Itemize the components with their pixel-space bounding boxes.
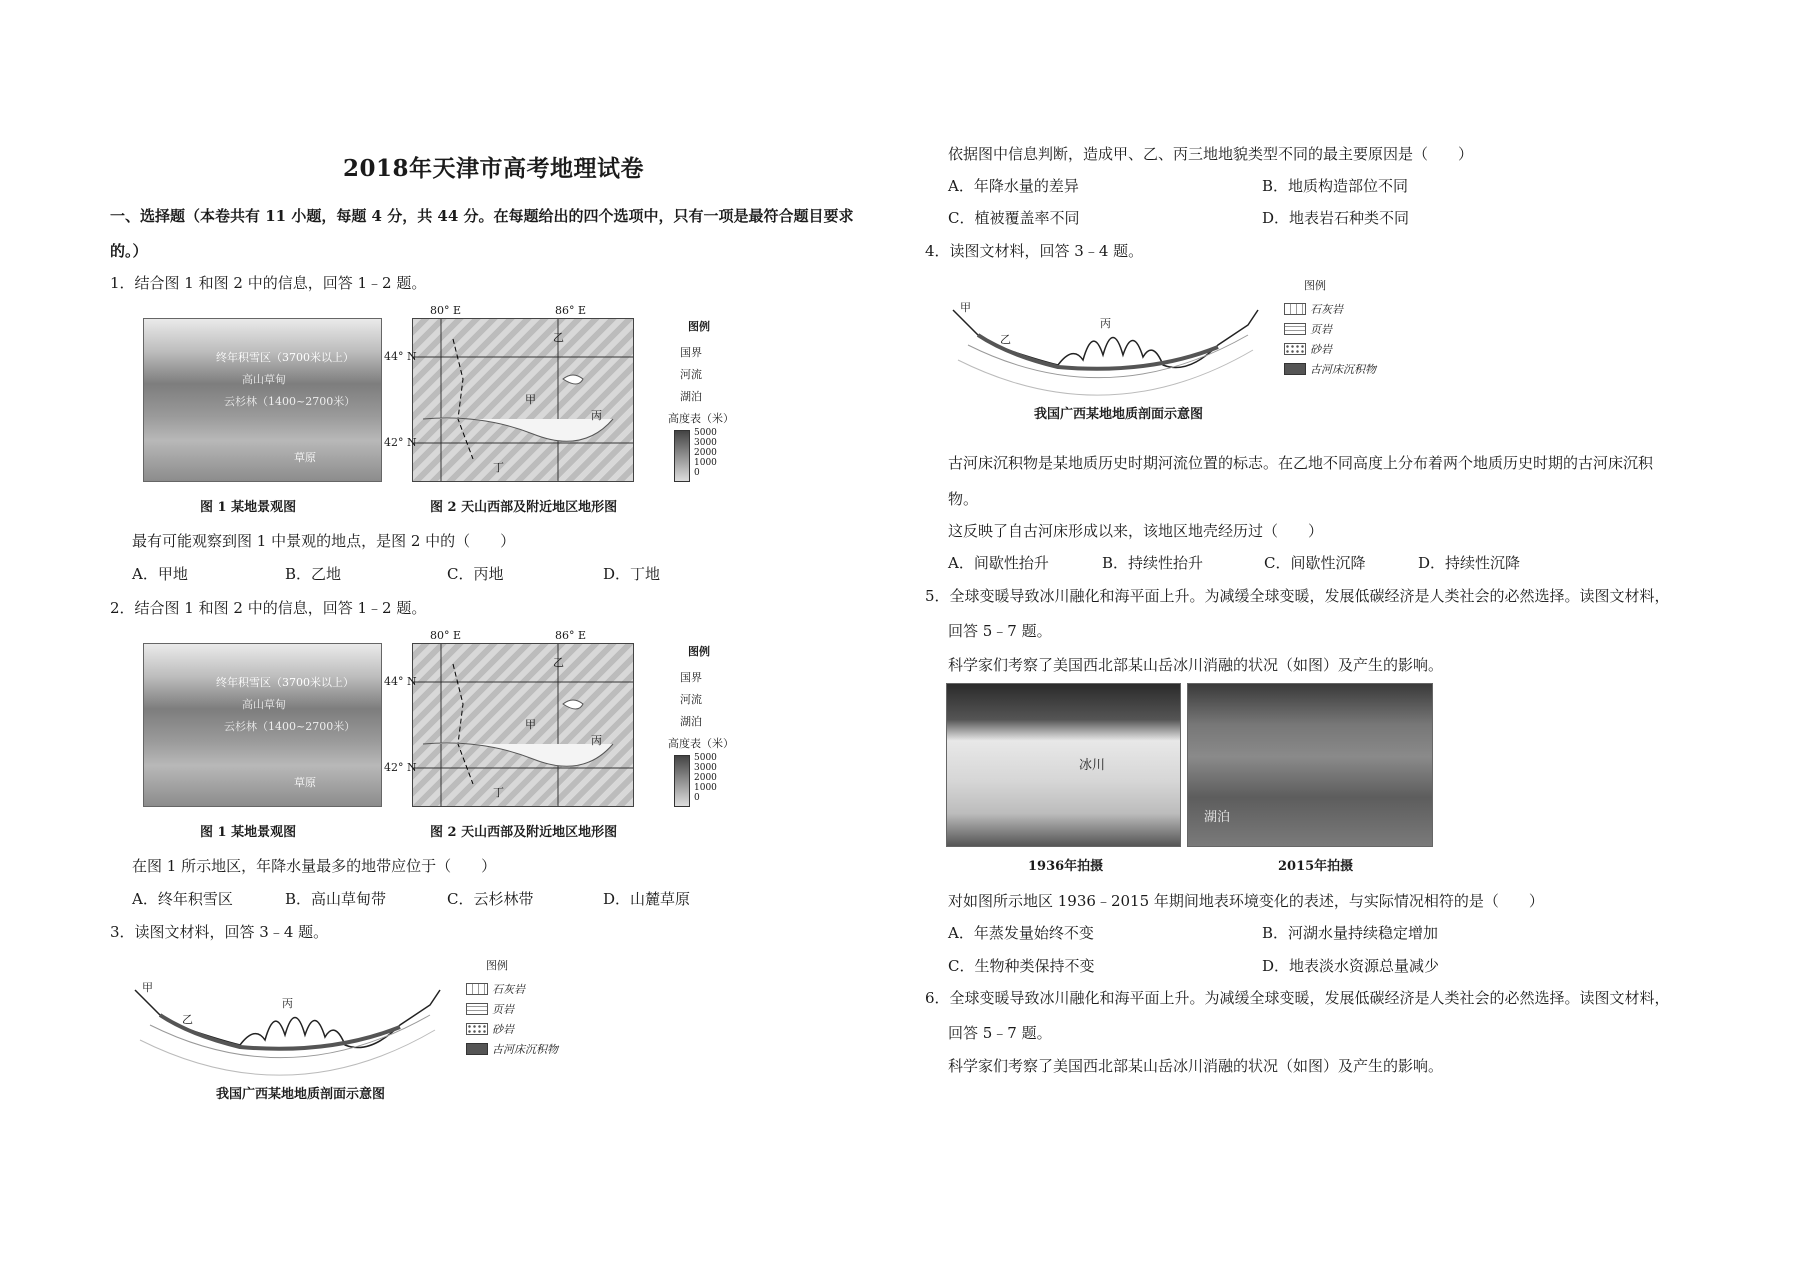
place-bing: 丙 bbox=[591, 734, 602, 747]
place-yi: 乙 bbox=[553, 331, 564, 344]
q4-option-d: D．持续性沉降 bbox=[1418, 554, 1521, 572]
photo-label: 草原 bbox=[294, 451, 316, 464]
height-tick: 1000 bbox=[694, 783, 717, 793]
figure-caption: 1936年拍摄 bbox=[1028, 859, 1104, 874]
figure-caption: 图 2 天山西部及附近地区地形图 bbox=[430, 500, 618, 515]
q5-para: 科学家们考察了美国西北部某山岳冰川消融的状况（如图）及产生的影响。 bbox=[948, 656, 1444, 674]
q2-option-d: D．山麓草原 bbox=[603, 890, 691, 908]
q5-option-d: D．地表淡水资源总量减少 bbox=[1262, 957, 1440, 975]
legend-item: 湖泊 bbox=[680, 390, 702, 403]
section-heading-cont: 的。） bbox=[110, 242, 148, 260]
lat-label: 44° N bbox=[384, 675, 417, 688]
place-ding: 丁 bbox=[493, 786, 504, 799]
q5-option-c: C．生物种类保持不变 bbox=[948, 957, 1095, 975]
q1-option-c: C．丙地 bbox=[447, 565, 504, 583]
q4-stem: 4．读图文材料，回答 3﹣4 题。 bbox=[925, 242, 1144, 260]
sediment-swatch bbox=[1284, 363, 1306, 375]
landscape-photo bbox=[143, 318, 382, 482]
q4-option-c: C．间歇性沉降 bbox=[1264, 554, 1366, 572]
photo-label: 云杉林（1400~2700米） bbox=[224, 720, 356, 733]
glacier-photo-1936 bbox=[946, 683, 1181, 847]
limestone-swatch bbox=[466, 983, 488, 995]
figure-caption: 图 2 天山西部及附近地区地形图 bbox=[430, 825, 618, 840]
height-tick: 5000 bbox=[694, 753, 717, 763]
q1-question: 最有可能观察到图 1 中景观的地点，是图 2 中的（ ） bbox=[132, 532, 516, 550]
legend-item: 河流 bbox=[680, 368, 702, 381]
section-heading: 一、选择题（本卷共有 11 小题，每题 4 分，共 44 分。在每题给出的四个选项中，只有一项是最符合题目要求 bbox=[110, 207, 854, 225]
q5-question: 对如图所示地区 1936﹣2015 年期间地表环境变化的表述，与实际情况相符的是（ ） bbox=[948, 892, 1544, 910]
height-tick: 5000 bbox=[694, 428, 717, 438]
q3-option-a: A．年降水量的差异 bbox=[948, 177, 1079, 195]
legend-title: 图例 bbox=[1304, 279, 1326, 292]
limestone-swatch bbox=[1284, 303, 1306, 315]
figure-caption: 我国广西某地地质剖面示意图 bbox=[1034, 407, 1204, 422]
place-yi: 乙 bbox=[182, 1013, 193, 1026]
legend-item: 石灰岩 bbox=[1310, 303, 1343, 316]
glacier-photo-2015 bbox=[1187, 683, 1433, 847]
q2-option-a: A．终年积雪区 bbox=[132, 890, 233, 908]
height-tick: 0 bbox=[694, 468, 700, 478]
lon-label: 86° E bbox=[555, 304, 587, 317]
legend-item: 页岩 bbox=[492, 1003, 514, 1016]
q3-stem: 3．读图文材料，回答 3﹣4 题。 bbox=[110, 923, 329, 941]
legend-item: 古河床沉积物 bbox=[492, 1043, 558, 1056]
legend-item: 高度表（米） bbox=[668, 412, 734, 425]
shale-swatch bbox=[1284, 323, 1306, 335]
legend-item: 国界 bbox=[680, 346, 702, 359]
height-tick: 2000 bbox=[694, 773, 717, 783]
place-yi: 乙 bbox=[1000, 333, 1011, 346]
legend-item: 高度表（米） bbox=[668, 737, 734, 750]
photo-label: 终年积雪区（3700米以上） bbox=[216, 351, 354, 364]
sediment-swatch bbox=[466, 1043, 488, 1055]
legend-title: 图例 bbox=[486, 959, 508, 972]
legend-item: 湖泊 bbox=[680, 715, 702, 728]
q4-option-a: A．间歇性抬升 bbox=[948, 554, 1049, 572]
height-tick: 0 bbox=[694, 793, 700, 803]
legend-title: 图例 bbox=[688, 645, 710, 658]
height-scale bbox=[674, 430, 690, 482]
q5-stem: 5．全球变暖导致冰川融化和海平面上升。为减缓全球变暖，发展低碳经济是人类社会的必然选择。读图文材料， bbox=[925, 587, 1670, 605]
terrain-map-lines bbox=[413, 644, 633, 806]
figure-guangxi-2 bbox=[948, 275, 1428, 425]
legend-item: 石灰岩 bbox=[492, 983, 525, 996]
place-jia: 甲 bbox=[525, 718, 536, 731]
place-jia: 甲 bbox=[525, 393, 536, 406]
lon-label: 80° E bbox=[430, 629, 462, 642]
q2-option-b: B．高山草甸带 bbox=[285, 890, 387, 908]
legend-item: 砂岩 bbox=[1310, 343, 1332, 356]
height-tick: 1000 bbox=[694, 458, 717, 468]
legend-item: 砂岩 bbox=[492, 1023, 514, 1036]
q1-stem: 1．结合图 1 和图 2 中的信息，回答 1﹣2 题。 bbox=[110, 274, 427, 292]
lake-label: 湖泊 bbox=[1204, 810, 1231, 825]
q6-stem: 6．全球变暖导致冰川融化和海平面上升。为减缓全球变暖，发展低碳经济是人类社会的必然选择。读图文材料， bbox=[925, 989, 1670, 1007]
q2-question: 在图 1 所示地区，年降水量最多的地带应位于（ ） bbox=[132, 857, 497, 875]
terrain-map-lines bbox=[413, 319, 633, 481]
place-yi: 乙 bbox=[553, 656, 564, 669]
lat-label: 42° N bbox=[384, 761, 417, 774]
q6-stem-cont: 回答 5﹣7 题。 bbox=[948, 1024, 1052, 1042]
q1-option-d: D．丁地 bbox=[603, 565, 661, 583]
height-tick: 3000 bbox=[694, 438, 717, 448]
place-bing: 丙 bbox=[282, 997, 293, 1010]
sandstone-swatch bbox=[1284, 343, 1306, 355]
place-bing: 丙 bbox=[1100, 317, 1111, 330]
photo-label: 草原 bbox=[294, 776, 316, 789]
lat-label: 44° N bbox=[384, 350, 417, 363]
figure-caption: 图 1 某地景观图 bbox=[200, 825, 297, 840]
q4-para-cont: 物。 bbox=[948, 490, 979, 508]
height-scale bbox=[674, 755, 690, 807]
lat-label: 42° N bbox=[384, 436, 417, 449]
photo-label: 云杉林（1400~2700米） bbox=[224, 395, 356, 408]
terrain-map bbox=[412, 643, 634, 807]
q1-option-a: A．甲地 bbox=[132, 565, 188, 583]
q2-option-c: C．云杉林带 bbox=[447, 890, 534, 908]
photo-label: 高山草甸 bbox=[242, 698, 286, 711]
lon-label: 86° E bbox=[555, 629, 587, 642]
place-jia: 甲 bbox=[960, 301, 971, 314]
legend-title: 图例 bbox=[688, 320, 710, 333]
landscape-photo bbox=[143, 643, 382, 807]
place-bing: 丙 bbox=[591, 409, 602, 422]
q3-option-d: D．地表岩石种类不同 bbox=[1262, 209, 1410, 227]
q3-option-c: C．植被覆盖率不同 bbox=[948, 209, 1080, 227]
place-jia: 甲 bbox=[142, 981, 153, 994]
q5-option-b: B．河湖水量持续稳定增加 bbox=[1262, 924, 1439, 942]
photo-label: 高山草甸 bbox=[242, 373, 286, 386]
legend-item: 国界 bbox=[680, 671, 702, 684]
height-tick: 3000 bbox=[694, 763, 717, 773]
figure-caption: 图 1 某地景观图 bbox=[200, 500, 297, 515]
photo-label: 终年积雪区（3700米以上） bbox=[216, 676, 354, 689]
page-title: 2018年天津市高考地理试卷 bbox=[343, 155, 645, 182]
lon-label: 80° E bbox=[430, 304, 462, 317]
q4-option-b: B．持续性抬升 bbox=[1102, 554, 1204, 572]
q1-option-b: B．乙地 bbox=[285, 565, 342, 583]
q4-para: 古河床沉积物是某地质历史时期河流位置的标志。在乙地不同高度上分布着两个地质历史时期的古河床沉积 bbox=[948, 454, 1654, 472]
q5-option-a: A．年蒸发量始终不变 bbox=[948, 924, 1094, 942]
figure-caption: 我国广西某地地质剖面示意图 bbox=[216, 1087, 386, 1102]
shale-swatch bbox=[466, 1003, 488, 1015]
q2-stem: 2．结合图 1 和图 2 中的信息，回答 1﹣2 题。 bbox=[110, 599, 427, 617]
legend-item: 河流 bbox=[680, 693, 702, 706]
q3-question: 依据图中信息判断，造成甲、乙、丙三地地貌类型不同的最主要原因是（ ） bbox=[948, 145, 1474, 163]
glacier-label: 冰川 bbox=[1079, 758, 1106, 773]
figure-tianshan-2 bbox=[140, 629, 740, 845]
q3-option-b: B．地质构造部位不同 bbox=[1262, 177, 1409, 195]
q4-question: 这反映了自古河床形成以来，该地区地壳经历过（ ） bbox=[948, 522, 1324, 540]
figure-caption: 2015年拍摄 bbox=[1278, 859, 1354, 874]
sandstone-swatch bbox=[466, 1023, 488, 1035]
q5-stem-cont: 回答 5﹣7 题。 bbox=[948, 622, 1052, 640]
legend-item: 古河床沉积物 bbox=[1310, 363, 1376, 376]
figure-guangxi-1 bbox=[130, 955, 610, 1105]
legend-item: 页岩 bbox=[1310, 323, 1332, 336]
q6-para: 科学家们考察了美国西北部某山岳冰川消融的状况（如图）及产生的影响。 bbox=[948, 1057, 1444, 1075]
figure-tianshan-1 bbox=[140, 304, 740, 520]
terrain-map bbox=[412, 318, 634, 482]
height-tick: 2000 bbox=[694, 448, 717, 458]
place-ding: 丁 bbox=[493, 461, 504, 474]
